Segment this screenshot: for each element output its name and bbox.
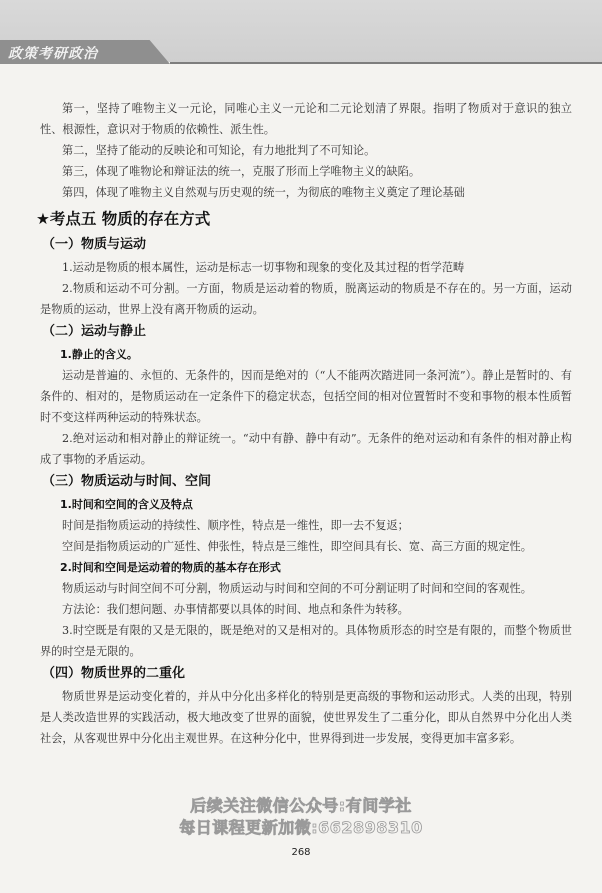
section-3-subheading-2: 2.时间和空间是运动着的物质的基本存在形式: [60, 561, 281, 574]
section-3-subheading-1: 1.时间和空间的含义及特点: [60, 498, 193, 511]
main-heading: ★考点五 物质的存在方式: [36, 210, 211, 228]
section-4-heading: （四）物质世界的二重化: [42, 666, 186, 681]
intro-paragraph-4: 第四，体现了唯物主义自然观与历史观的统一，为彻底的唯物主义奠定了理论基础: [62, 186, 465, 199]
section-3-heading: （三）物质运动与时间、空间: [42, 474, 212, 489]
section-4-paragraph-1: 物质世界是运动变化着的，并从中分化出多样化的特别是更高级的事物和运动形式。人类的出现，特别是人类改造世界的实践活动，极大地改变了世界的面貌，使世界发生了二重分化，即从自然界中分化出人类社会，从客观世界中分化出主观世界。在这种分化中，世界得到进一步发展，变得更加丰富多彩。: [40, 690, 572, 745]
intro-paragraph-1: 第一，坚持了唯物主义一元论，同唯心主义一元论和二元论划清了界限。指明了物质对于意识的独立性、根源性，意识对于物质的依赖性、派生性。: [40, 102, 572, 136]
section-1-paragraph-1: 1.运动是物质的根本属性，运动是标志一切事物和现象的变化及其过程的哲学范畴: [62, 261, 465, 274]
section-3-paragraph-1: 时间是指物质运动的持续性、顺序性，特点是一维性，即一去不复返；: [62, 519, 409, 532]
intro-paragraph-3: 第三，体现了唯物论和辩证法的统一，克服了形而上学唯物主义的缺陷。: [62, 165, 421, 178]
section-2-heading: （二）运动与静止: [42, 324, 147, 339]
section-3-paragraph-2: 空间是指物质运动的广延性、伸张性，特点是三维性，即空间具有长、宽、高三方面的规定性。: [62, 540, 532, 553]
section-2-subheading-1: 1.静止的含义。: [60, 348, 138, 361]
intro-paragraph-2: 第二，坚持了能动的反映论和可知论，有力地批判了不可知论。: [62, 144, 376, 157]
section-3-paragraph-5: 3.时空既是有限的又是无限的，既是绝对的又是相对的。具体物质形态的时空是有限的，而整个物质世界的时空是无限的。: [40, 624, 572, 658]
watermark-line-2: 每日课程更新加微:662898310: [179, 818, 423, 837]
section-2-paragraph-1: 运动是普遍的、永恒的、无条件的，因而是绝对的（“人不能两次踏进同一条河流”）。静止是暂时的、有条件的、相对的，是物质运动在一定条件下的稳定状态，包括空间的相对位置暂时不变和事物的根本性质暂时不变这样两种运动的特殊状态。: [40, 369, 572, 424]
section-3-paragraph-4: 方法论：我们想问题、办事情都要以具体的时间、地点和条件为转移。: [62, 603, 409, 616]
section-3-paragraph-3: 物质运动与时间空间不可分割，物质运动与时间和空间的不可分割证明了时间和空间的客观性。: [62, 582, 532, 595]
page-content: [36, 98, 572, 749]
watermark-line-1: 后续关注微信公众号:有间学社: [190, 796, 412, 815]
section-1-paragraph-2: 2.物质和运动不可分割。一方面，物质是运动着的物质，脱离运动的物质是不存在的。另一方面，运动是物质的运动，世界上没有离开物质的运动。: [40, 282, 572, 316]
section-1-heading: （一）物质与运动: [42, 237, 147, 252]
header-title: 政策考研政治: [8, 46, 98, 62]
page-number: 268: [291, 847, 311, 858]
section-2-paragraph-2: 2.绝对运动和相对静止的辩证统一。“动中有静、静中有动”。无条件的绝对运动和有条件的相对静止构成了事物的矛盾运动。: [40, 432, 572, 466]
header-rule: [170, 62, 602, 64]
